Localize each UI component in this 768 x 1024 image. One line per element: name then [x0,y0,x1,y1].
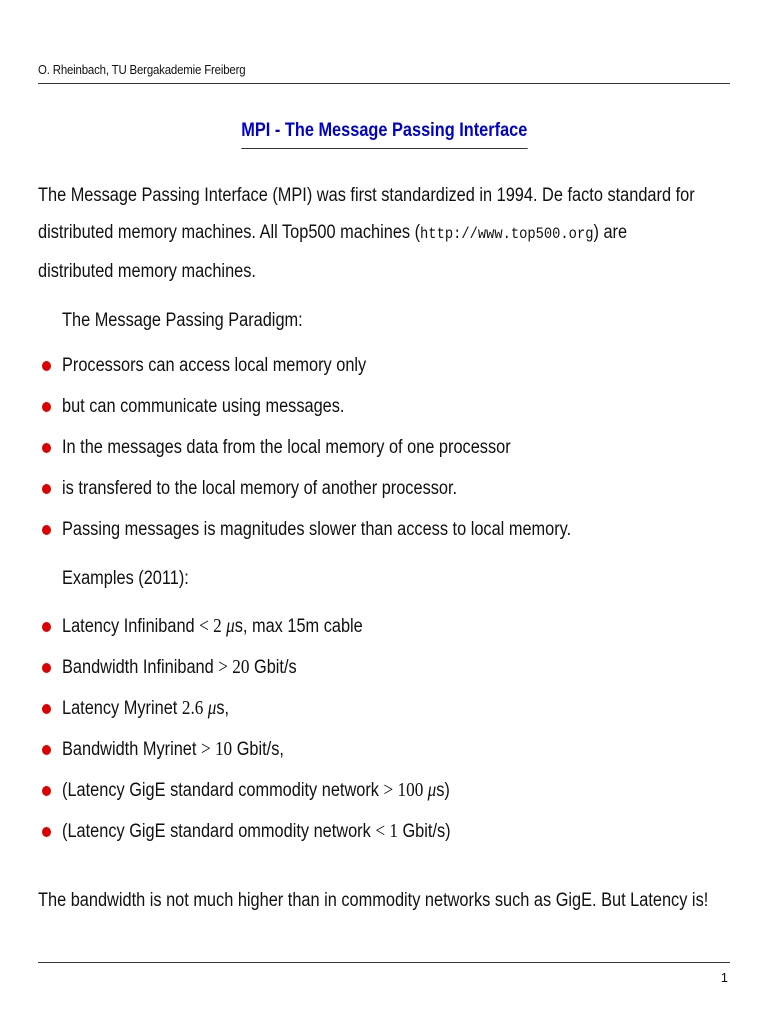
bullet-icon [42,786,51,796]
bullet-icon [42,704,51,714]
bullet-icon [42,402,51,412]
list-item: (Latency GigE standard ommodity network < 1 Gbit/s) [38,811,514,852]
header-rule [38,83,730,84]
intro-line-3: distributed memory machines. [38,261,256,282]
intro-line-2-before: distributed memory machines. All Top500 machines ( [38,222,421,243]
closing-statement: The bandwidth is not much higher than in commodity networks such as GigE. But Latency is! [38,890,709,911]
slide-title: MPI - The Message Passing Interface [241,120,527,149]
list-item: Passing messages is magnitudes slower than access to local memory. [38,509,654,550]
bullet-icon [42,361,51,371]
examples-list [38,606,514,852]
intro-line-1: The Message Passing Interface (MPI) was first standardized in 1994. De facto standard for [38,185,695,206]
list-item: Bandwidth Infiniband > 20 Gbit/s [38,647,514,688]
paradigm-list [38,345,654,550]
examples-label: Examples (2011): [62,568,189,589]
intro-paragraph [38,177,695,290]
list-item: but can communicate using messages. [38,386,654,427]
list-item: In the messages data from the local memory of one processor [38,427,654,468]
list-item: is transfered to the local memory of another processor. [38,468,654,509]
bullet-icon [42,622,51,632]
slide-title-container [0,120,768,149]
intro-line-2-after: ) are [593,222,628,243]
bullet-icon [42,484,51,494]
bullet-icon [42,745,51,755]
list-item: Latency Infiniband < 2 μs, max 15m cable [38,606,514,647]
page-number: 1 [720,970,728,985]
header-author: O. Rheinbach, TU Bergakademie Freiberg [38,62,246,77]
list-item: (Latency GigE standard commodity network > 100 μs) [38,770,514,811]
bullet-icon [42,525,51,535]
bullet-icon [42,827,51,837]
bullet-icon [42,443,51,453]
list-item: Latency Myrinet 2.6 μs, [38,688,514,729]
bullet-icon [42,663,51,673]
list-item: Processors can access local memory only [38,345,654,386]
footer-rule [38,962,730,963]
list-item: Bandwidth Myrinet > 10 Gbit/s, [38,729,514,770]
intro-line-2 [38,214,695,253]
paradigm-label: The Message Passing Paradigm: [62,310,303,331]
top500-url: http://www.top500.org [420,225,594,243]
